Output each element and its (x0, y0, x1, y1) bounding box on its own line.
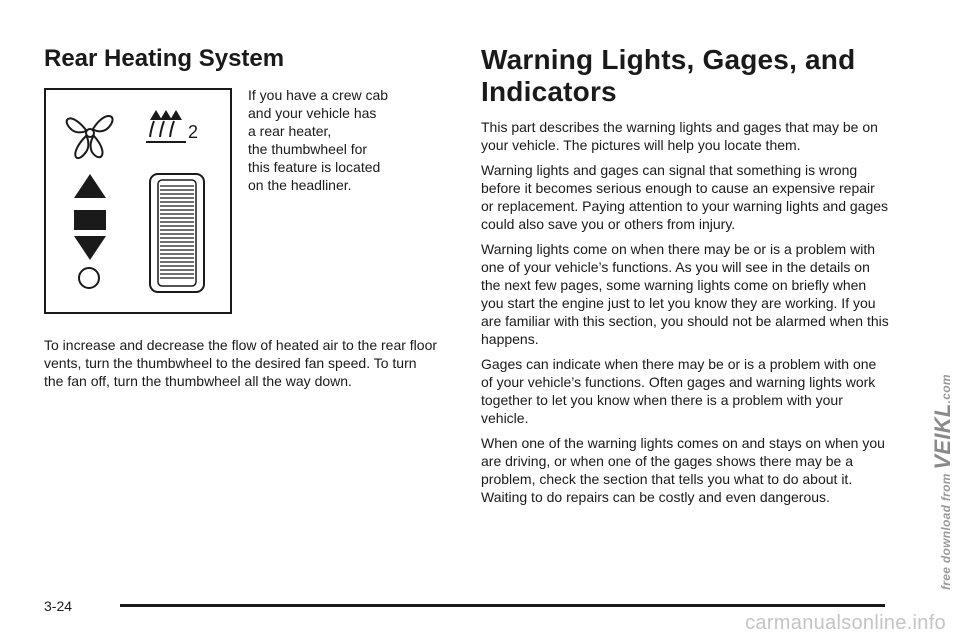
thumbwheel[interactable] (150, 174, 204, 292)
bottom-watermark: carmanualsonline.info (745, 612, 946, 634)
section-heading-warning-lights: Warning Lights, Gages, and Indicators (481, 44, 856, 107)
stop-square-icon (74, 210, 106, 230)
rear-floor-heat-icon (146, 110, 198, 142)
paragraph: Warning lights come on when there may be or is a problem with one of your vehicle’s functions. As you will see in the details on the next few pages, some warning lights come on briefly when you start the engine just to let you know they are working. If you are familiar with this section, you should not be alarmed when this happens. (481, 241, 889, 347)
rear-heater-intro-text: If you have a crew cab and your vehicle has a rear heater, the thumbwheel for this feature is located on the headliner. (248, 87, 389, 193)
watermark-prefix: free download from (939, 469, 953, 590)
warning-lights-section (481, 44, 891, 513)
paragraph: This part describes the warning lights and gages that may be on your vehicle. The pictures will help you locate them. (481, 119, 878, 153)
section-heading-rear-heating: Rear Heating System (44, 45, 285, 72)
rear-heater-control-figure (44, 88, 232, 314)
arrow-up-icon (74, 174, 106, 198)
rear-heater-instructions: To increase and decrease the flow of heated air to the rear floor vents, turn the thumbwheel to the desired fan speed. To turn the fan off, turn the thumbwheel all the way down. (44, 337, 438, 389)
vertical-watermark (930, 374, 956, 590)
paragraph: When one of the warning lights comes on and stays on when you are driving, or when one of the gages shows there may be a problem, check the section that tells you what to do about it. Waiting to do repairs can be costly and even dangerous. (481, 435, 885, 505)
arrow-down-icon (74, 236, 106, 260)
watermark-suffix: .com (939, 374, 953, 404)
page-number: 3-24 (44, 598, 73, 614)
watermark-brand: VEIKL (930, 403, 955, 470)
paragraph: Warning lights and gages can signal that something is wrong before it becomes serious enough to cause an expensive repair or replacement. Paying attention to your warning lights and gages could also save you or others from injury. (481, 162, 889, 232)
fan-icon (67, 116, 113, 158)
paragraph: Gages can indicate when there may be or is a problem with one of your vehicle’s functions. Often gages and warning lights work together to let you know when there is a problem with your vehicle. (481, 356, 877, 426)
fan-speed-label: 2 (188, 122, 199, 142)
footer-divider (120, 604, 885, 607)
off-circle-icon (79, 268, 99, 288)
